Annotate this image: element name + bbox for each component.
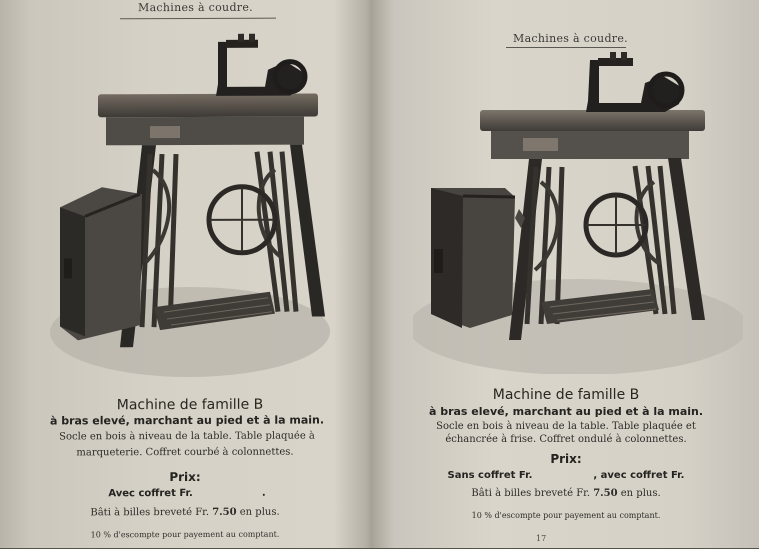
product-subtitle: à bras elevé, marchant au pied et à la main. (428, 405, 704, 418)
extra-option-price: 7.50 (593, 488, 618, 499)
description-line-1: Socle en bois à niveau de la table. Table plaquée à (59, 430, 315, 443)
discount-note: 10 % d'escompte pour payement au comptant. (471, 511, 661, 520)
table-top (98, 94, 318, 118)
price-line (2, 487, 372, 499)
extra-option-suffix: en plus. (620, 488, 661, 499)
header-rule (120, 18, 276, 20)
product-subtitle: à bras elevé, marchant au pied et à la main. (49, 413, 325, 428)
right-page (373, 0, 759, 548)
description-line-2: marqueterie. Coffret courbé à colonnettes. (76, 446, 294, 459)
extra-option-price: 7.50 (212, 506, 237, 518)
sewing-head (216, 42, 305, 96)
extra-option-line (0, 506, 370, 518)
price-heading: Prix: (169, 469, 201, 485)
page-header: Machines à coudre. (138, 0, 253, 15)
extra-option-prefix: Bâti à billes breveté Fr. (90, 506, 210, 519)
price-line (373, 470, 759, 481)
header-rule (506, 47, 626, 48)
discount-note: 10 % d'escompte pour payement au comptant. (90, 529, 280, 540)
extra-option-line (373, 488, 759, 499)
extra-option-prefix: Bâti à billes breveté Fr. (471, 488, 591, 499)
page-header: Machines à coudre. (513, 32, 628, 45)
sewing-machine-illustration (50, 31, 350, 387)
left-page (0, 0, 370, 549)
price-value: . (261, 487, 266, 499)
product-title: Machine de famille B (116, 396, 264, 414)
description-line-2: échancrée à frise. Coffret ondulé à colonnettes. (445, 434, 687, 445)
sewing-machine-illustration (413, 52, 743, 374)
description-line-1: Socle en bois à niveau de la table. Table plaquée et (436, 421, 696, 432)
price-right-label: , avec coffret Fr. (593, 470, 685, 481)
price-left-label: Sans coffret Fr. (447, 470, 533, 481)
extra-option-suffix: en plus. (239, 506, 280, 518)
price-heading: Prix: (550, 452, 582, 466)
table-top (480, 110, 705, 131)
price-label: Avec coffret Fr. (108, 487, 193, 500)
page-number: 17 (536, 534, 547, 543)
product-title: Machine de famille B (492, 387, 640, 403)
